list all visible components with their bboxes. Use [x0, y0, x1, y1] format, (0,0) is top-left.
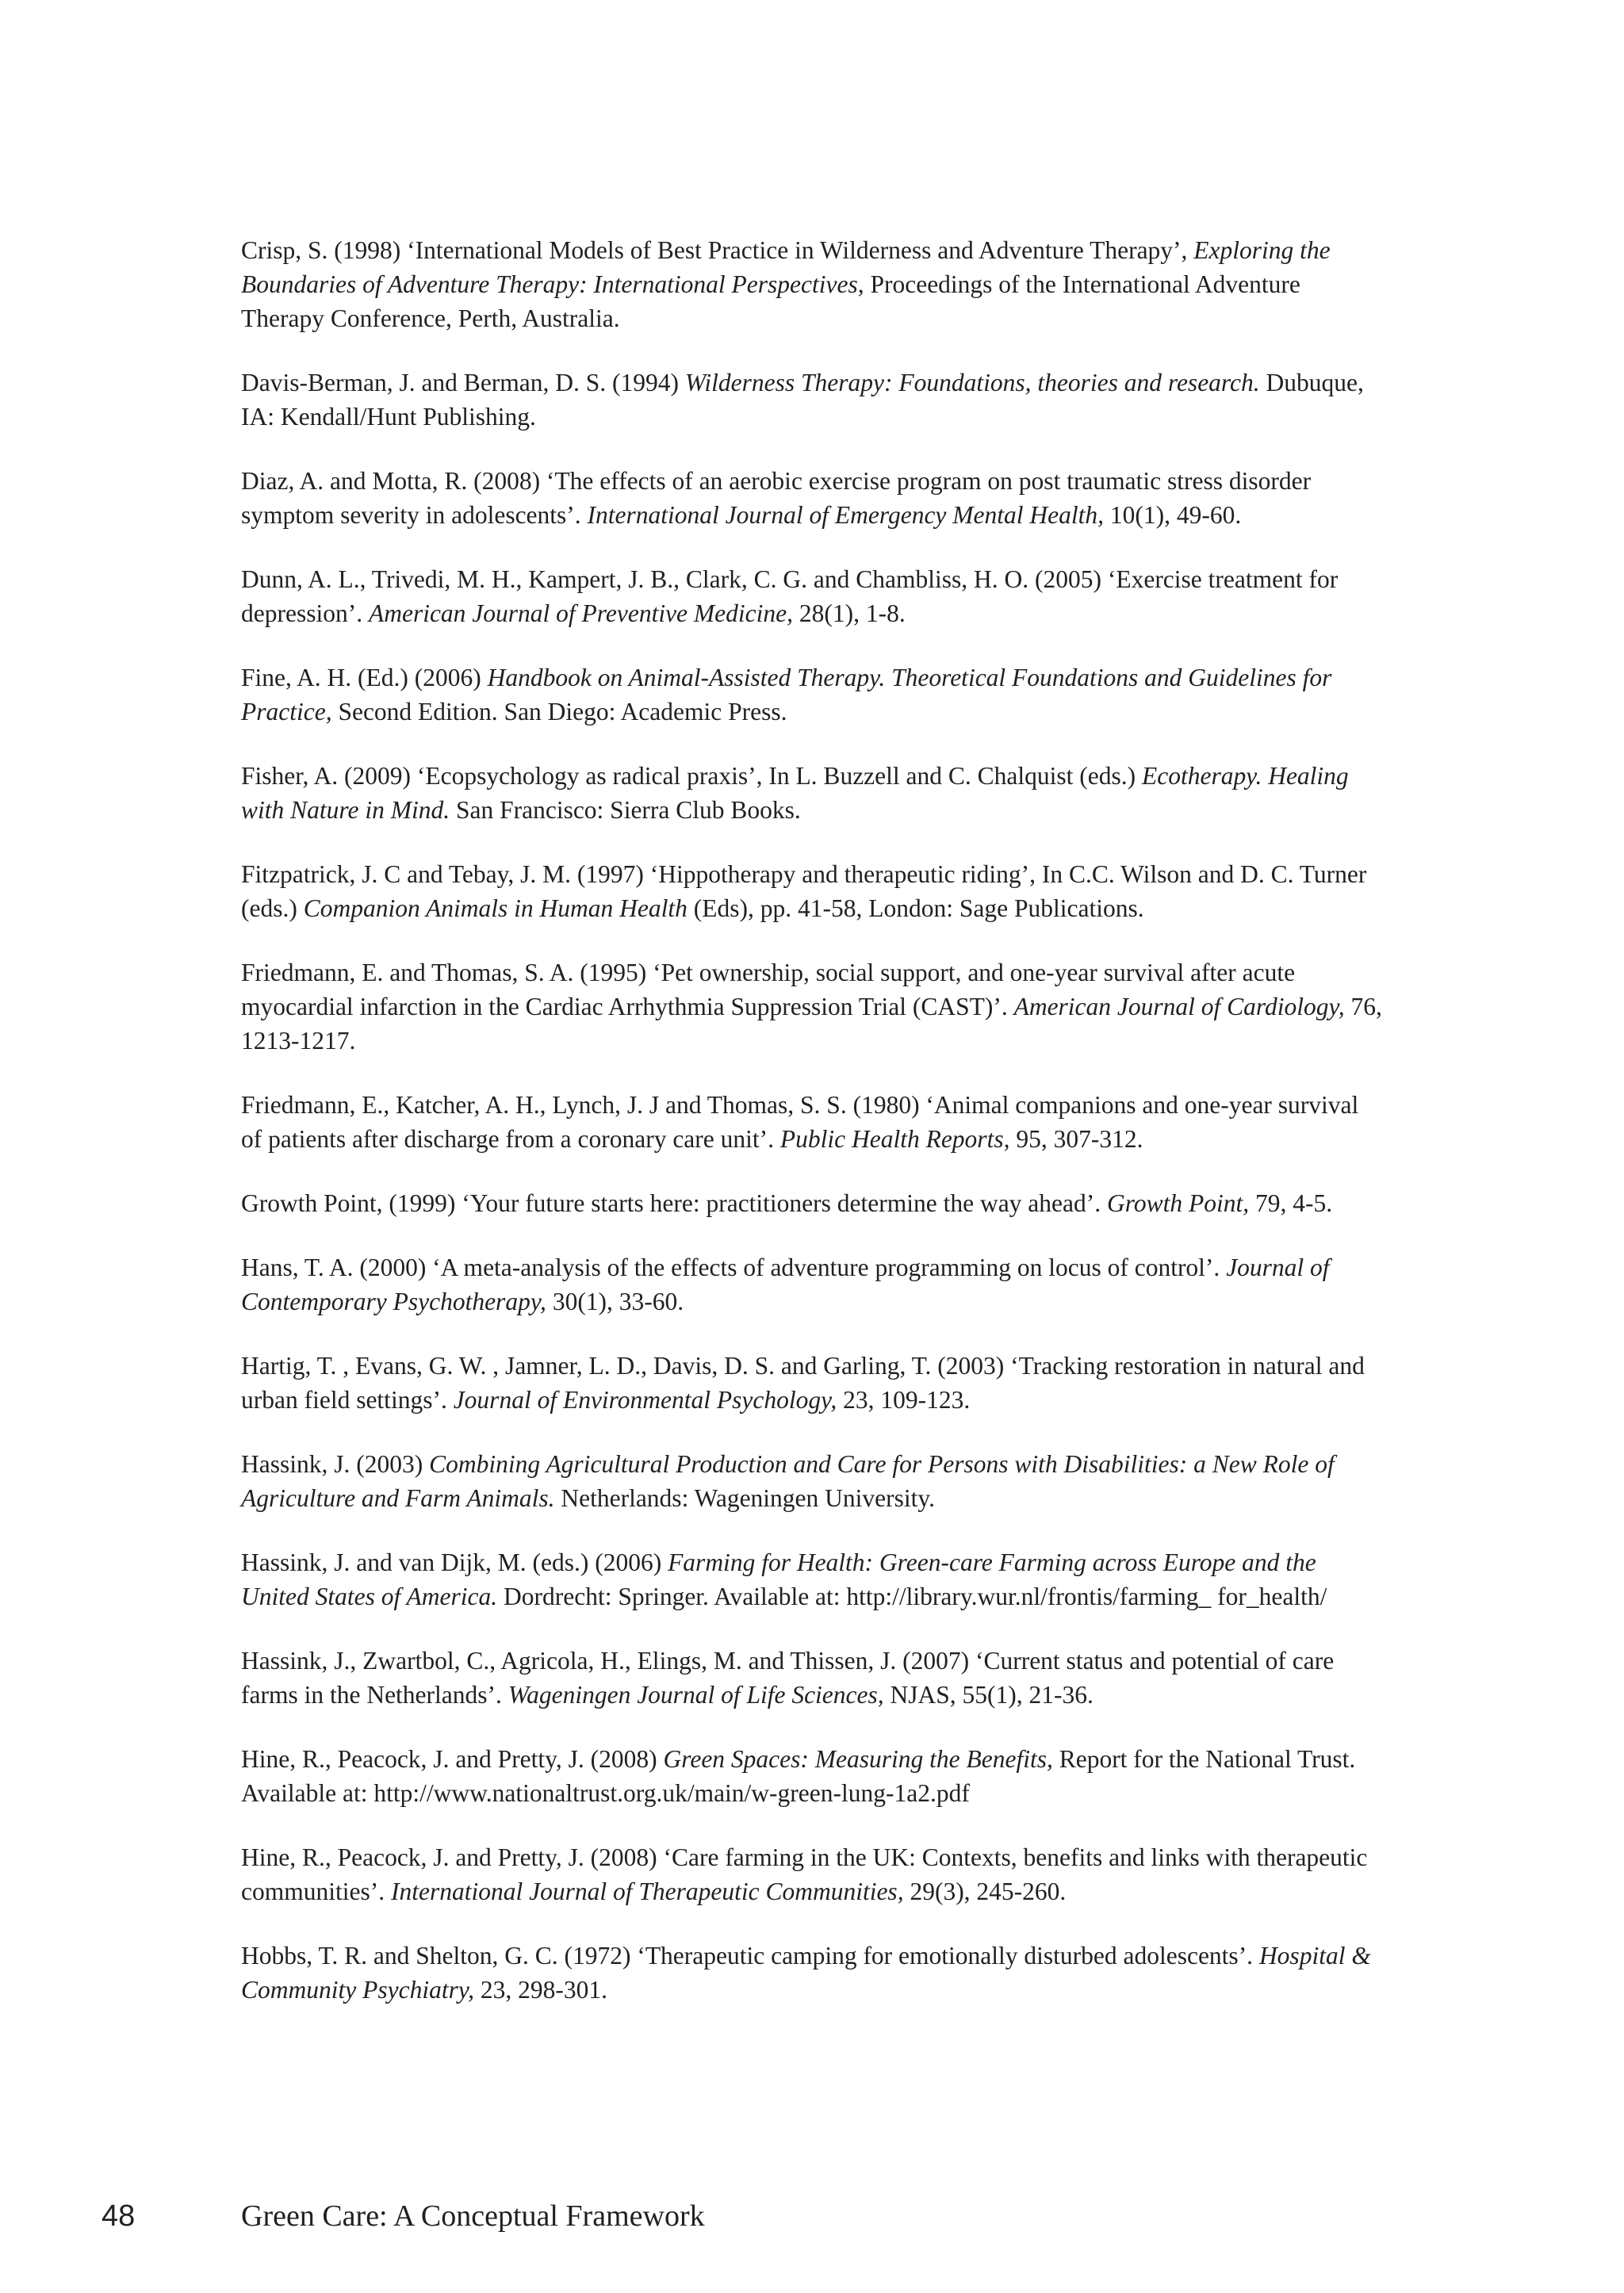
reference-text: Davis-Berman, J. and Berman, D. S. (1994): [241, 369, 685, 396]
reference-entry: [241, 366, 1383, 434]
reference-text: Proceedings of the International Adventure Therapy Conference, Perth, Australia.: [241, 270, 1300, 332]
reference-title: Green Spaces: Measuring the Benefits,: [663, 1745, 1053, 1773]
running-title: Green Care: A Conceptual Framework: [241, 2199, 705, 2233]
reference-title: Public Health Reports,: [779, 1125, 1010, 1153]
reference-text: Hine, R., Peacock, J. and Pretty, J. (2008) ‘Care farming in the UK: Contexts, benefits and links with therapeutic communities’.: [241, 1843, 1368, 1905]
reference-text: Friedmann, E. and Thomas, S. A. (1995) ‘Pet ownership, social support, and one-year survival after acute myocardial infarction in the Cardiac Arrhythmia Suppression Trial (CAST)’.: [241, 959, 1296, 1020]
reference-entry: [241, 1742, 1383, 1810]
reference-title: American Journal of Preventive Medicine,: [368, 599, 793, 627]
reference-title: Ecotherapy. Healing with Nature in Mind.: [241, 762, 1349, 824]
reference-text: Fisher, A. (2009) ‘Ecopsychology as radical praxis’, In L. Buzzell and C. Chalquist (eds.): [241, 762, 1142, 790]
reference-text: Dubuque, IA: Kendall/Hunt Publishing.: [241, 369, 1364, 431]
reference-text: Hine, R., Peacock, J. and Pretty, J. (2008): [241, 1745, 664, 1773]
reference-title: Combining Agricultural Production and Care for Persons with Disabilities: a New Role of Agriculture and Farm Animals.: [241, 1450, 1335, 1512]
reference-text: Report for the National Trust. Available at: http://www.nationaltrust.org.uk/main/w-green-lung-1a2.pdf: [241, 1745, 1356, 1807]
reference-entry: [241, 1250, 1383, 1319]
reference-entry: [241, 759, 1383, 827]
reference-title: Hospital & Community Psychiatry,: [241, 1942, 1371, 2004]
reference-text: Diaz, A. and Motta, R. (2008) ‘The effects of an aerobic exercise program on post traumatic stress disorder symptom severity in adolescents’.: [241, 467, 1312, 529]
reference-title: Handbook on Animal-Assisted Therapy. Theoretical Foundations and Guidelines for Practice,: [241, 664, 1332, 725]
reference-entry: [241, 1186, 1383, 1220]
reference-text: Hassink, J., Zwartbol, C., Agricola, H., Elings, M. and Thissen, J. (2007) ‘Current status and potential of care farms in the Netherlands’.: [241, 1647, 1335, 1709]
reference-text: 76, 1213-1217.: [241, 993, 1382, 1055]
reference-text: NJAS, 55(1), 21-36.: [883, 1681, 1094, 1709]
reference-entry: [241, 1088, 1383, 1156]
reference-text: Netherlands: Wageningen University.: [554, 1484, 935, 1512]
reference-text: Crisp, S. (1998) ‘International Models of Best Practice in Wilderness and Adventure Therapy’,: [241, 236, 1194, 264]
reference-title: Farming for Health: Green-care Farming across Europe and the United States of America.: [241, 1548, 1316, 1610]
reference-title: Journal of Environmental Psychology,: [453, 1386, 837, 1414]
reference-text: San Francisco: Sierra Club Books.: [450, 796, 801, 824]
reference-text: Second Edition. San Diego: Academic Press.: [331, 698, 787, 725]
reference-entry: [241, 1545, 1383, 1614]
reference-text: Fine, A. H. (Ed.) (2006): [241, 664, 488, 691]
reference-text: Hassink, J. (2003): [241, 1450, 430, 1478]
reference-text: Hartig, T. , Evans, G. W. , Jamner, L. D., Davis, D. S. and Garling, T. (2003) ‘Tracking restoration in natural and urban field settings’.: [241, 1352, 1365, 1414]
reference-text: 10(1), 49-60.: [1104, 501, 1242, 529]
reference-entry: [241, 1840, 1383, 1908]
reference-entry: [241, 955, 1383, 1058]
reference-title: International Journal of Emergency Mental Health,: [587, 501, 1104, 529]
reference-entry: [241, 660, 1383, 729]
reference-title: Wilderness Therapy: Foundations, theories and research.: [684, 369, 1260, 396]
reference-text: 79, 4-5.: [1249, 1189, 1333, 1217]
reference-text: Hassink, J. and van Dijk, M. (eds.) (2006): [241, 1548, 668, 1576]
reference-title: Journal of Contemporary Psychotherapy,: [241, 1254, 1330, 1315]
reference-entry: [241, 464, 1383, 532]
reference-entry: [241, 1349, 1383, 1417]
reference-entry: [241, 857, 1383, 925]
reference-entry: [241, 562, 1383, 630]
reference-text: Dunn, A. L., Trivedi, M. H., Kampert, J. B., Clark, C. G. and Chambliss, H. O. (2005) ‘Exercise treatment for depression’.: [241, 565, 1339, 627]
reference-text: 28(1), 1-8.: [792, 599, 906, 627]
reference-text: (Eds), pp. 41-58, London: Sage Publications.: [687, 894, 1144, 922]
reference-text: 23, 109-123.: [837, 1386, 971, 1414]
reference-text: Dordrecht: Springer. Available at: http://library.wur.nl/frontis/farming_ for_health/: [497, 1583, 1327, 1610]
reference-title: Wageningen Journal of Life Sciences,: [508, 1681, 884, 1709]
reference-title: American Journal of Cardiology,: [1013, 993, 1345, 1020]
reference-entry: [241, 1644, 1383, 1712]
reference-title: International Journal of Therapeutic Communities,: [390, 1878, 904, 1905]
reference-list: [241, 233, 1383, 2037]
reference-text: 29(3), 245-260.: [903, 1878, 1067, 1905]
reference-text: 23, 298-301.: [473, 1976, 607, 2004]
reference-text: 95, 307-312.: [1009, 1125, 1143, 1153]
reference-text: Growth Point, (1999) ‘Your future starts here: practitioners determine the way ahead’.: [241, 1189, 1107, 1217]
reference-text: Fitzpatrick, J. C and Tebay, J. M. (1997) ‘Hippotherapy and therapeutic riding’, In C.C. Wilson and D. C. Turner (eds.): [241, 860, 1367, 922]
reference-entry: [241, 1447, 1383, 1515]
reference-title: Growth Point,: [1107, 1189, 1250, 1217]
reference-text: Hans, T. A. (2000) ‘A meta-analysis of the effects of adventure programming on locus of control’.: [241, 1254, 1227, 1281]
reference-text: 30(1), 33-60.: [546, 1288, 684, 1315]
reference-title: Companion Animals in Human Health: [303, 894, 688, 922]
page-number: 48: [102, 2199, 136, 2233]
reference-entry: [241, 1939, 1383, 2007]
reference-text: Hobbs, T. R. and Shelton, G. C. (1972) ‘Therapeutic camping for emotionally disturbed adolescents’.: [241, 1942, 1259, 1970]
reference-text: Friedmann, E., Katcher, A. H., Lynch, J. J and Thomas, S. S. (1980) ‘Animal companions and one-year survival of patients after discharge from a coronary care unit’.: [241, 1091, 1359, 1153]
reference-title: Exploring the Boundaries of Adventure Therapy: International Perspectives,: [241, 236, 1331, 298]
reference-entry: [241, 233, 1383, 335]
